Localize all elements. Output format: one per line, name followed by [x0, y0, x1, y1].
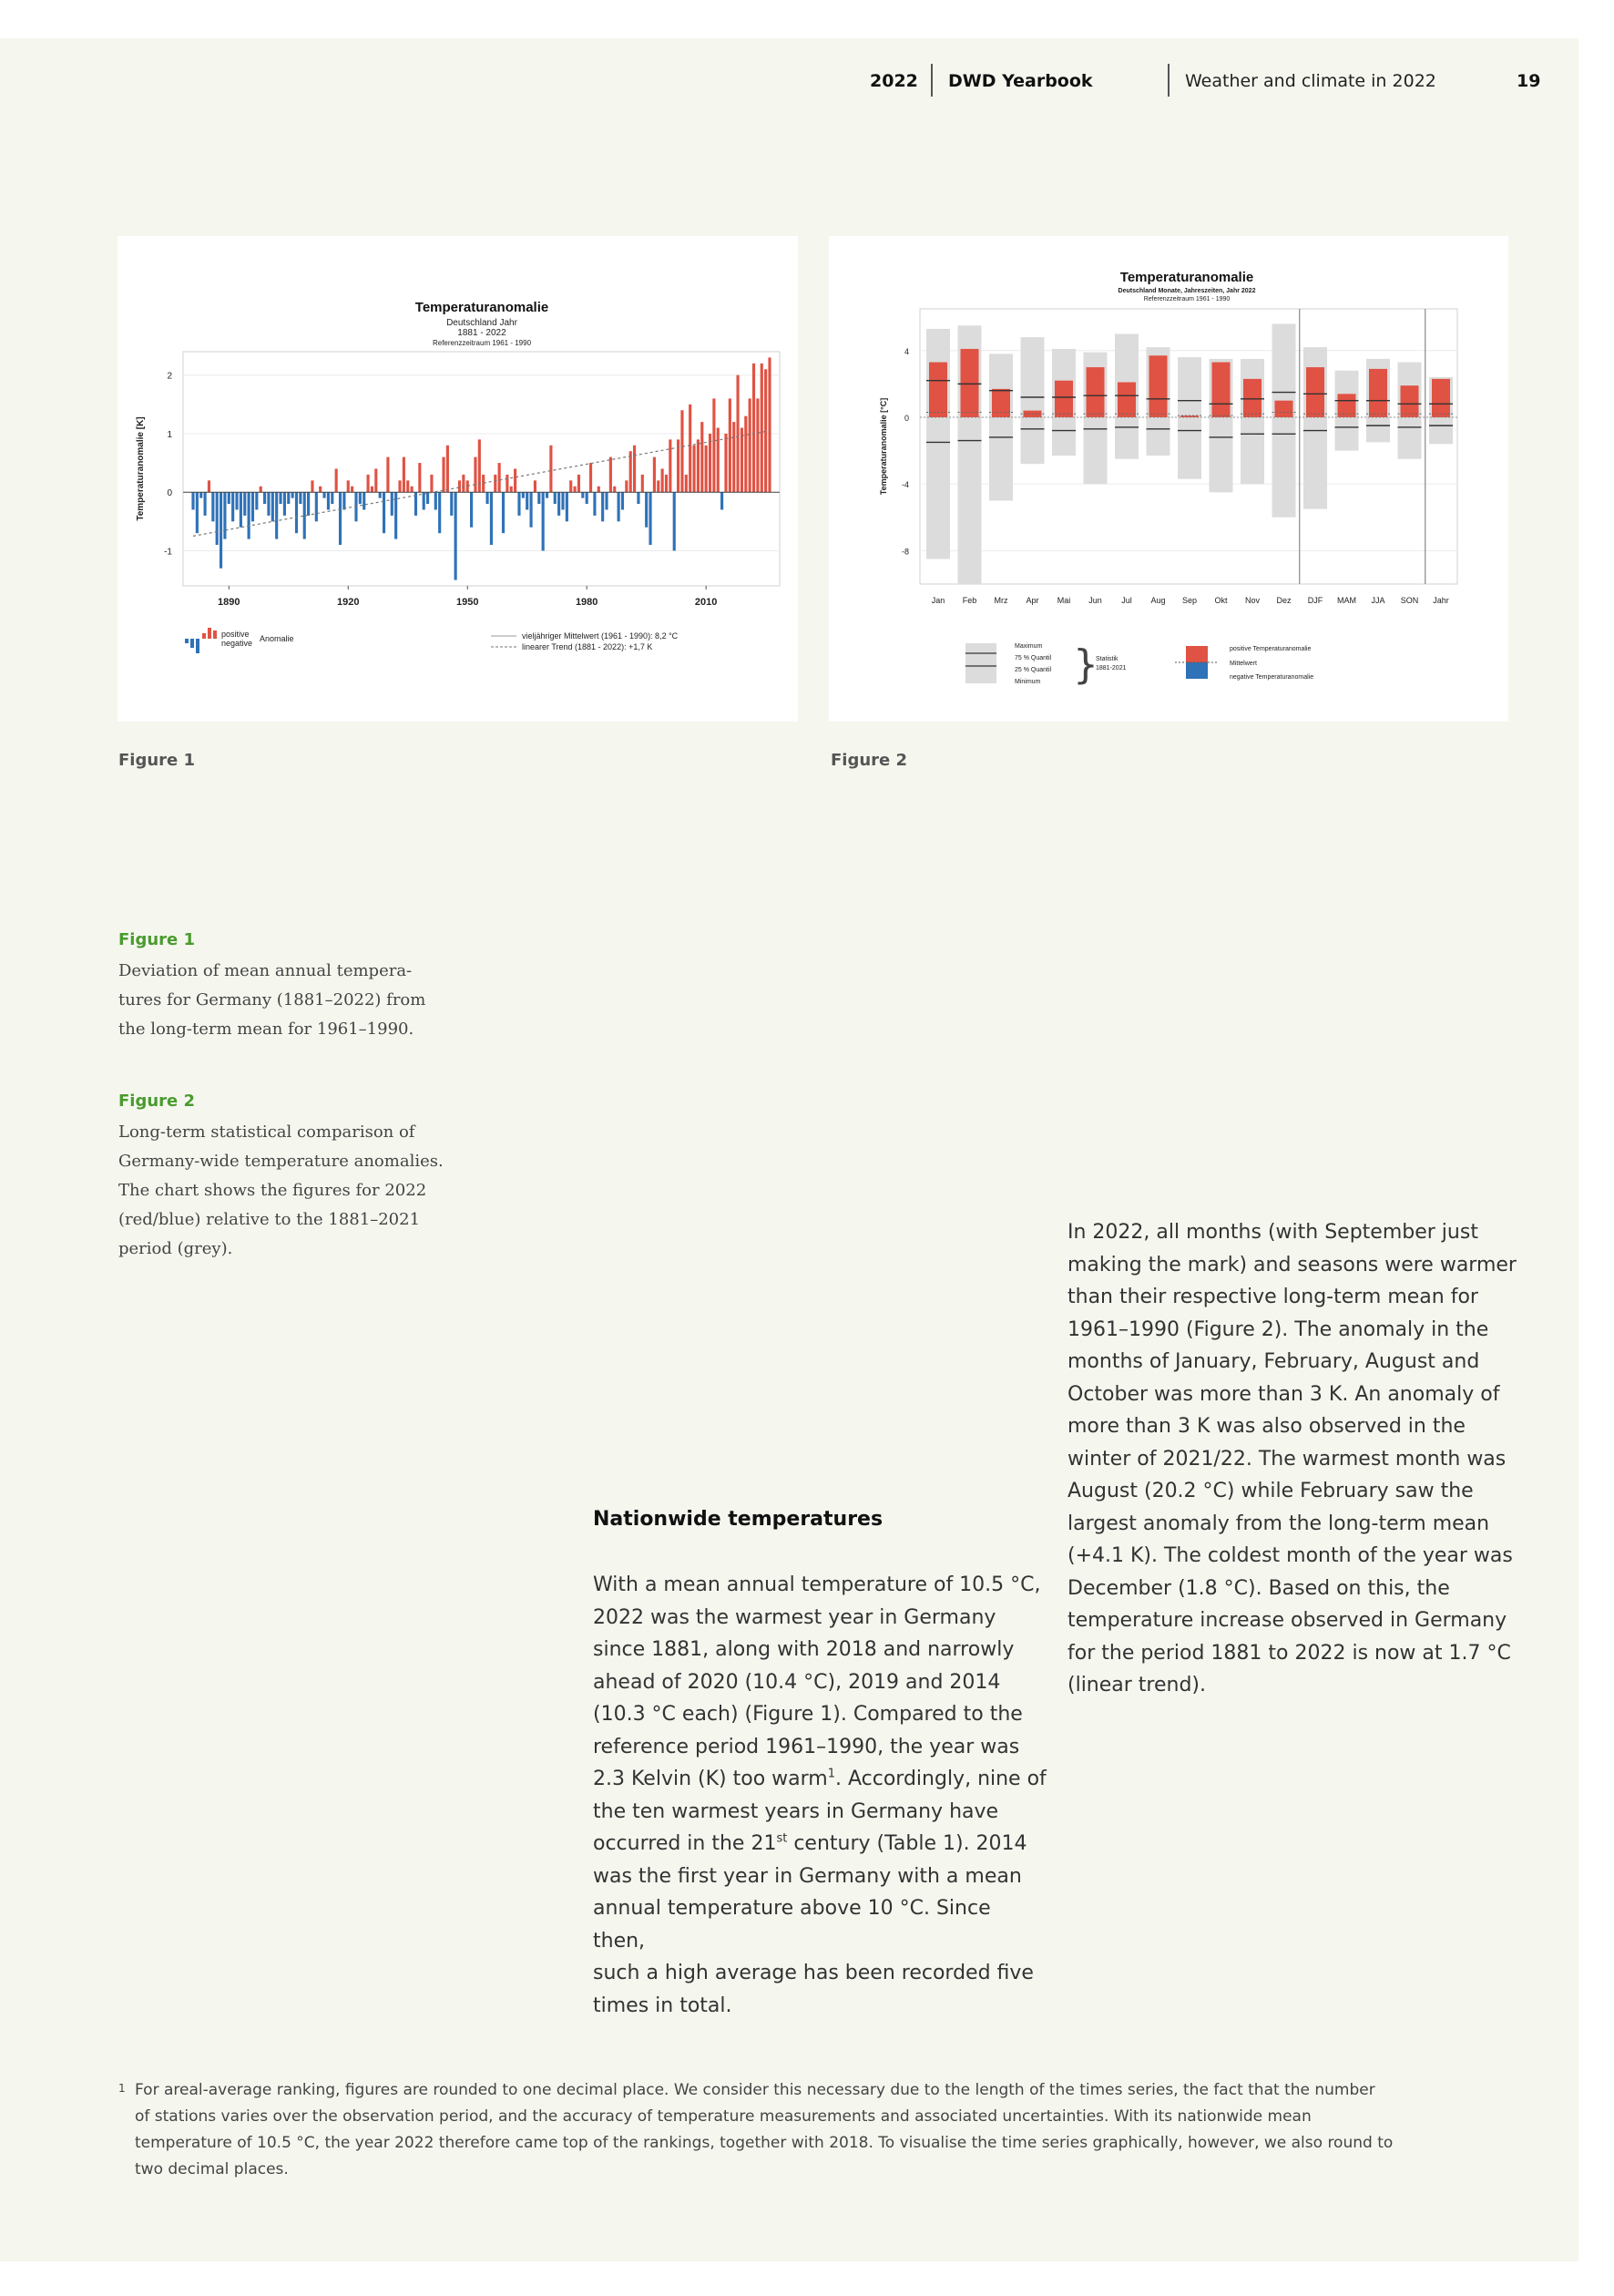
- statistics-range-bar: [989, 354, 1013, 500]
- anomaly-bar: [720, 492, 723, 509]
- x-tick-label: Jahr: [1433, 596, 1449, 605]
- anomaly-bar: [601, 492, 604, 521]
- anomaly-bar: [506, 475, 508, 492]
- anomaly-bar: [351, 487, 353, 492]
- footnote-text: [135, 2077, 1466, 2183]
- legend-negative-swatch: [1186, 662, 1208, 679]
- anomaly-bar: [566, 492, 568, 521]
- y-tick-label: -8: [901, 547, 909, 557]
- anomaly-bar: [403, 457, 405, 493]
- legend-label: positive: [221, 630, 250, 639]
- x-tick-label: 1890: [218, 597, 240, 608]
- body-line: August (20.2 °C) while February saw the: [1067, 1480, 1474, 1502]
- anomaly-bar: [561, 492, 564, 509]
- anomaly-bar: [732, 422, 735, 492]
- x-tick-label: DJF: [1307, 596, 1323, 605]
- anomaly-bar: [255, 492, 258, 509]
- anomaly-bar: [287, 492, 290, 504]
- anomaly-bar: [764, 369, 767, 492]
- anomaly-bar: [374, 469, 377, 493]
- caption-line: Germany-wide temperature anomalies.: [118, 1152, 444, 1171]
- x-tick-label: JJA: [1371, 596, 1385, 605]
- anomaly-bar: [618, 492, 620, 521]
- anomaly-bar: [605, 492, 608, 509]
- anomaly-bar: [741, 428, 743, 493]
- legend-label: linearer Trend (1881 - 2022): +1,7 K: [522, 642, 653, 651]
- anomaly-bar: [319, 487, 322, 492]
- anomaly-bar: [359, 492, 362, 504]
- y-tick-label: 2: [167, 371, 172, 382]
- anomaly-bar: [554, 492, 557, 504]
- footnote: [118, 2077, 1466, 2183]
- caption-line: Long-term statistical comparison of: [118, 1122, 415, 1142]
- superscript: 1: [827, 1767, 835, 1781]
- anomaly-bar: [406, 480, 409, 492]
- anomaly-bar: [724, 434, 727, 492]
- anomaly-bar: [705, 446, 708, 492]
- body-column-left: [593, 1569, 1048, 2022]
- body-line: October was more than 3 K. An anomaly of: [1067, 1382, 1500, 1406]
- anomaly-bar: [267, 492, 270, 516]
- anomaly-2022-bar: [1401, 385, 1419, 417]
- anomaly-bar: [263, 492, 266, 504]
- anomaly-bar: [549, 446, 552, 492]
- x-tick-label: Aug: [1150, 596, 1166, 605]
- anomaly-bar: [295, 492, 298, 533]
- anomaly-bar: [458, 480, 461, 492]
- anomaly-bar: [394, 492, 397, 538]
- anomaly-bar: [498, 463, 501, 492]
- anomaly-bar: [749, 398, 751, 492]
- x-tick-label: Feb: [962, 596, 977, 605]
- caption-2-title: Figure 2: [118, 1092, 196, 1111]
- caption-line: (red/blue) relative to the 1881–2021: [118, 1210, 421, 1229]
- x-tick-label: 1950: [455, 597, 479, 608]
- section-heading: Nationwide temperatures: [593, 1508, 884, 1531]
- anomaly-bar: [398, 480, 401, 492]
- anomaly-bar: [653, 457, 656, 493]
- legend-label: positive Temperaturanomalie: [1230, 646, 1312, 652]
- anomaly-bar: [371, 487, 373, 492]
- legend-positive-swatch: [1186, 646, 1208, 662]
- x-tick-label: Mrz: [994, 596, 1008, 605]
- anomaly-bar: [204, 492, 207, 516]
- anomaly-bar: [569, 480, 572, 492]
- anomaly-bar: [450, 492, 453, 516]
- anomaly-bar: [196, 492, 199, 533]
- anomaly-bar: [494, 475, 496, 492]
- chart-subtitle: Referenzzeitraum 1961 - 1990: [432, 339, 532, 347]
- anomaly-bar: [283, 492, 286, 516]
- y-axis-label: Temperaturanomalie [K]: [136, 416, 146, 521]
- anomaly-bar: [391, 492, 393, 516]
- anomaly-bar: [490, 492, 493, 545]
- anomaly-bar: [327, 492, 330, 509]
- legend-label: 25 % Quantil: [1015, 667, 1052, 673]
- anomaly-bar: [231, 492, 234, 521]
- anomaly-bar: [673, 492, 676, 550]
- x-tick-label: Jan: [931, 596, 945, 605]
- anomaly-bar: [661, 469, 664, 493]
- legend-swatch-positive: [213, 630, 217, 639]
- caption-line: tures for Germany (1881–2022) from: [118, 990, 426, 1010]
- anomaly-bar: [752, 364, 755, 492]
- caption-line: the long-term mean for 1961–1990.: [118, 1020, 414, 1039]
- header-year: 2022: [870, 71, 918, 91]
- body-line: the ten warmest years in Germany have: [593, 1799, 999, 1823]
- footnote-line: temperature of 10.5 °C, the year 2022 therefore came top of the rankings, together with 2018. To visualise the time series graphically, however, we also round to: [135, 2134, 1394, 2152]
- anomaly-bar: [367, 475, 370, 492]
- caption-line: Deviation of mean annual tempera-: [118, 961, 413, 980]
- anomaly-bar: [438, 492, 441, 533]
- anomaly-bar: [629, 451, 632, 492]
- anomaly-bar: [712, 398, 715, 492]
- anomaly-bar: [315, 492, 318, 521]
- anomaly-bar: [537, 492, 540, 504]
- statistics-range-bar: [1178, 357, 1201, 479]
- anomaly-2022-bar: [992, 389, 1010, 417]
- anomaly-bar: [418, 463, 421, 492]
- legend-label: Mittelwert: [1230, 661, 1257, 667]
- footnote-line: of stations varies over the observation period, and the accuracy of temperature measurements and associated uncertainties. With its nationwide mean: [135, 2107, 1312, 2126]
- body-line: (10.3 °C each) (Figure 1). Compared to the: [593, 1703, 1023, 1726]
- chart-subtitle: 1881 - 2022: [457, 328, 506, 338]
- body-line: making the mark) and seasons were warmer: [1067, 1253, 1517, 1276]
- anomaly-bar: [557, 492, 560, 516]
- body-line: 2022 was the warmest year in Germany: [593, 1605, 996, 1629]
- anomaly-bar: [685, 475, 688, 492]
- anomaly-bar: [220, 492, 222, 569]
- body-line: since 1881, along with 2018 and narrowly: [593, 1638, 1015, 1661]
- anomaly-bar: [542, 492, 545, 550]
- y-tick-label: 0: [167, 488, 172, 499]
- anomaly-bar: [589, 463, 592, 492]
- anomaly-2022-bar: [961, 349, 979, 417]
- caption-line: The chart shows the figures for 2022: [118, 1181, 427, 1200]
- anomaly-bar: [700, 422, 703, 492]
- anomaly-2022-bar: [1087, 367, 1105, 417]
- anomaly-bar: [455, 492, 457, 579]
- anomaly-bar: [637, 492, 639, 504]
- anomaly-bar: [609, 457, 612, 493]
- anomaly-bar: [514, 469, 516, 493]
- statistics-range-bar: [1272, 323, 1296, 517]
- body-line: largest anomaly from the long-term mean: [1067, 1512, 1490, 1535]
- anomaly-bar: [342, 492, 345, 509]
- anomaly-2022-bar: [1275, 401, 1293, 417]
- anomaly-bar: [228, 492, 230, 504]
- header-page-number: 19: [1517, 71, 1541, 91]
- anomaly-bar: [737, 375, 740, 493]
- body-line: occurred in the 21st century (Table 1). 2014: [593, 1831, 1027, 1855]
- anomaly-bar: [199, 492, 202, 497]
- anomaly-bar: [331, 492, 333, 504]
- anomaly-bar: [208, 480, 210, 492]
- header-publication: DWD Yearbook: [948, 71, 1093, 91]
- anomaly-bar: [625, 480, 628, 492]
- x-tick-label: Jul: [1121, 596, 1132, 605]
- anomaly-bar: [729, 398, 731, 492]
- x-tick-label: Dez: [1276, 596, 1292, 605]
- statistics-range-bar: [1021, 337, 1045, 464]
- anomaly-bar: [768, 357, 771, 492]
- anomaly-bar: [526, 492, 528, 509]
- anomaly-bar: [633, 446, 636, 492]
- legend-label: negative: [221, 639, 253, 648]
- figure-1-panel: [117, 236, 798, 722]
- chart-title: Temperaturanomalie: [414, 300, 549, 315]
- anomaly-bar: [260, 487, 262, 492]
- x-tick-label: 2010: [694, 597, 718, 608]
- y-tick-label: 1: [167, 429, 172, 440]
- legend-label: Minimum: [1015, 679, 1041, 685]
- anomaly-bar: [744, 416, 747, 493]
- anomaly-bar: [645, 492, 648, 528]
- anomaly-bar: [216, 492, 219, 545]
- anomaly-2022-bar: [1212, 363, 1231, 417]
- anomaly-bar: [717, 428, 720, 493]
- anomaly-bar: [546, 492, 548, 497]
- x-tick-label: 1920: [337, 597, 360, 608]
- y-tick-label: 0: [904, 413, 909, 423]
- chart-title: Temperaturanomalie: [1119, 270, 1254, 285]
- body-line: 2.3 Kelvin (K) too warm$^1$. Accordingly, nine of: [593, 1767, 1047, 1790]
- anomaly-bar: [657, 480, 659, 492]
- anomaly-bar: [379, 492, 382, 497]
- x-tick-label: Nov: [1244, 596, 1261, 605]
- anomaly-bar: [223, 492, 226, 538]
- anomaly-bar: [446, 446, 449, 492]
- anomaly-bar: [211, 492, 214, 521]
- legend-swatch-positive: [208, 628, 211, 639]
- legend-label: 1881-2021: [1096, 665, 1127, 671]
- anomaly-bar: [271, 492, 274, 521]
- anomaly-bar: [574, 487, 577, 492]
- caption-1-title: Figure 1: [118, 930, 196, 949]
- anomaly-bar: [669, 439, 671, 492]
- anomaly-bar: [386, 457, 389, 493]
- chart-subtitle: Deutschland Monate, Jahreszeiten, Jahr 2022: [1118, 288, 1256, 294]
- anomaly-bar: [462, 475, 465, 492]
- anomaly-bar: [649, 492, 651, 545]
- anomaly-bar: [423, 492, 425, 509]
- anomaly-bar: [692, 446, 695, 492]
- anomaly-bar: [442, 457, 444, 493]
- figure-2-label: Figure 2: [831, 751, 908, 770]
- anomaly-bar: [586, 492, 588, 504]
- anomaly-bar: [502, 492, 505, 533]
- anomaly-bar: [434, 492, 437, 509]
- footnote-line: For areal-average ranking, figures are rounded to one decimal place. We consider this necessary due to the length of the times series, the fact that the number: [135, 2081, 1375, 2099]
- anomaly-bar: [522, 492, 525, 497]
- superscript: st: [776, 1831, 788, 1846]
- anomaly-bar: [235, 492, 238, 509]
- body-line: reference period 1961–1990, the year was: [593, 1735, 1020, 1758]
- anomaly-bar: [243, 492, 246, 516]
- header-divider: [1168, 64, 1170, 97]
- anomaly-bar: [517, 492, 520, 516]
- figure-2-panel: [829, 236, 1508, 722]
- y-tick-label: -4: [901, 480, 909, 490]
- body-column-right: [1067, 1216, 1523, 1702]
- figure-1-label: Figure 1: [118, 751, 196, 770]
- anomaly-bar: [248, 492, 250, 538]
- body-line: annual temperature above 10 °C. Since then,: [593, 1897, 991, 1953]
- y-tick-label: -1: [164, 547, 172, 558]
- anomaly-bar: [485, 492, 488, 504]
- body-line: for the period 1881 to 2022 is now at 1.7 °C: [1067, 1641, 1511, 1665]
- body-line: temperature increase observed in Germany: [1067, 1609, 1507, 1632]
- footnote-number: 1: [118, 2082, 126, 2095]
- figure-2-chart: [829, 236, 1508, 722]
- anomaly-bar: [577, 475, 580, 492]
- anomaly-bar: [307, 492, 310, 516]
- anomaly-bar: [598, 487, 600, 492]
- header-divider: [931, 64, 933, 97]
- anomaly-2022-bar: [1118, 383, 1136, 417]
- anomaly-bar: [613, 487, 616, 492]
- anomaly-bar: [709, 434, 711, 492]
- legend-statistics-swatch: [965, 643, 996, 683]
- anomaly-bar: [311, 480, 313, 492]
- anomaly-bar: [593, 492, 596, 516]
- body-line: (linear trend).: [1067, 1674, 1207, 1696]
- y-axis-label: Temperaturanomalie [°C]: [879, 397, 888, 496]
- anomaly-2022-bar: [929, 363, 947, 417]
- anomaly-bar: [761, 364, 763, 492]
- anomaly-bar: [303, 492, 306, 538]
- chart-subtitle: Deutschland Jahr: [446, 318, 517, 328]
- anomaly-bar: [299, 492, 301, 504]
- anomaly-bar: [697, 439, 700, 492]
- anomaly-bar: [339, 492, 342, 545]
- anomaly-bar: [530, 492, 533, 528]
- legend-swatch-negative: [185, 639, 189, 643]
- legend-swatch-negative: [190, 639, 194, 648]
- legend-brace: }: [1073, 641, 1098, 688]
- body-line: (+4.1 K). The coldest month of the year was: [1067, 1544, 1513, 1567]
- legend-label: Anomalie: [260, 634, 294, 643]
- anomaly-2022-bar: [1149, 355, 1168, 417]
- anomaly-2022-bar: [1432, 379, 1450, 417]
- anomaly-bar: [430, 475, 433, 492]
- body-line: times in total.: [593, 1994, 732, 2017]
- anomaly-bar: [411, 487, 414, 492]
- body-line: winter of 2021/22. The warmest month was: [1067, 1447, 1507, 1471]
- body-line: December (1.8 °C). Based on this, the: [1067, 1576, 1450, 1600]
- legend-swatch-negative: [196, 639, 199, 653]
- x-tick-label: Okt: [1214, 596, 1228, 605]
- anomaly-bar: [335, 469, 338, 493]
- anomaly-bar: [689, 405, 691, 492]
- anomaly-bar: [641, 475, 644, 492]
- x-tick-label: 1980: [575, 597, 598, 608]
- y-tick-label: 4: [904, 346, 909, 356]
- body-line: 1961–1990 (Figure 2). The anomaly in the: [1067, 1317, 1489, 1341]
- anomaly-2022-bar: [1243, 379, 1262, 417]
- chart-subtitle: Referenzzeitraum 1961 - 1990: [1143, 296, 1231, 302]
- statistics-range-bar: [1241, 359, 1264, 484]
- body-line: more than 3 K was also observed in the: [1067, 1415, 1466, 1438]
- body-line: months of January, February, August and: [1067, 1350, 1480, 1373]
- x-tick-label: Mai: [1057, 596, 1071, 605]
- anomaly-bar: [756, 398, 759, 492]
- anomaly-bar: [534, 480, 536, 492]
- anomaly-bar: [251, 492, 254, 521]
- body-line: than their respective long-term mean for: [1067, 1286, 1478, 1308]
- legend-swatch-positive: [202, 633, 206, 639]
- anomaly-bar: [470, 492, 473, 528]
- anomaly-bar: [322, 492, 325, 497]
- header-chapter: Weather and climate in 2022: [1185, 71, 1436, 91]
- footnote-line: two decimal places.: [135, 2160, 289, 2178]
- caption-2-text: [118, 1118, 465, 1264]
- anomaly-bar: [665, 475, 668, 492]
- anomaly-bar: [383, 492, 385, 533]
- anomaly-2022-bar: [1306, 367, 1324, 417]
- body-line: such a high average has been recorded five: [593, 1962, 1034, 1984]
- x-tick-label: SON: [1400, 596, 1419, 605]
- legend-label: vieljähriger Mittelwert (1961 - 1990): 8,2 °C: [522, 631, 679, 641]
- caption-line: period (grey).: [118, 1239, 233, 1258]
- x-tick-label: MAM: [1337, 596, 1356, 605]
- body-line: was the first year in Germany with a mean: [593, 1864, 1022, 1888]
- figure-1-chart: [117, 236, 798, 722]
- legend-label: Statistik: [1096, 656, 1119, 662]
- anomaly-bar: [240, 492, 242, 528]
- anomaly-2022-bar: [1055, 381, 1073, 417]
- anomaly-bar: [680, 410, 683, 492]
- anomaly-bar: [510, 487, 513, 492]
- anomaly-2022-bar: [1369, 369, 1387, 417]
- legend-label: Maximum: [1015, 643, 1043, 650]
- anomaly-bar: [363, 492, 365, 509]
- x-tick-label: Sep: [1181, 596, 1198, 605]
- anomaly-bar: [275, 492, 278, 538]
- legend-label: 75 % Quantil: [1015, 655, 1052, 661]
- anomaly-bar: [347, 480, 350, 492]
- anomaly-bar: [291, 492, 294, 497]
- body-line: With a mean annual temperature of 10.5 °C,: [593, 1573, 1041, 1596]
- anomaly-bar: [474, 457, 476, 493]
- body-line: In 2022, all months (with September just: [1067, 1221, 1478, 1244]
- body-line: ahead of 2020 (10.4 °C), 2019 and 2014: [593, 1670, 1001, 1694]
- caption-1-text: [118, 957, 465, 1044]
- anomaly-bar: [279, 492, 281, 504]
- anomaly-bar: [581, 492, 584, 497]
- x-tick-label: Jun: [1088, 596, 1102, 605]
- legend-label: negative Temperaturanomalie: [1230, 674, 1314, 681]
- anomaly-bar: [191, 492, 194, 509]
- anomaly-bar: [621, 492, 624, 509]
- x-tick-label: Apr: [1026, 596, 1039, 605]
